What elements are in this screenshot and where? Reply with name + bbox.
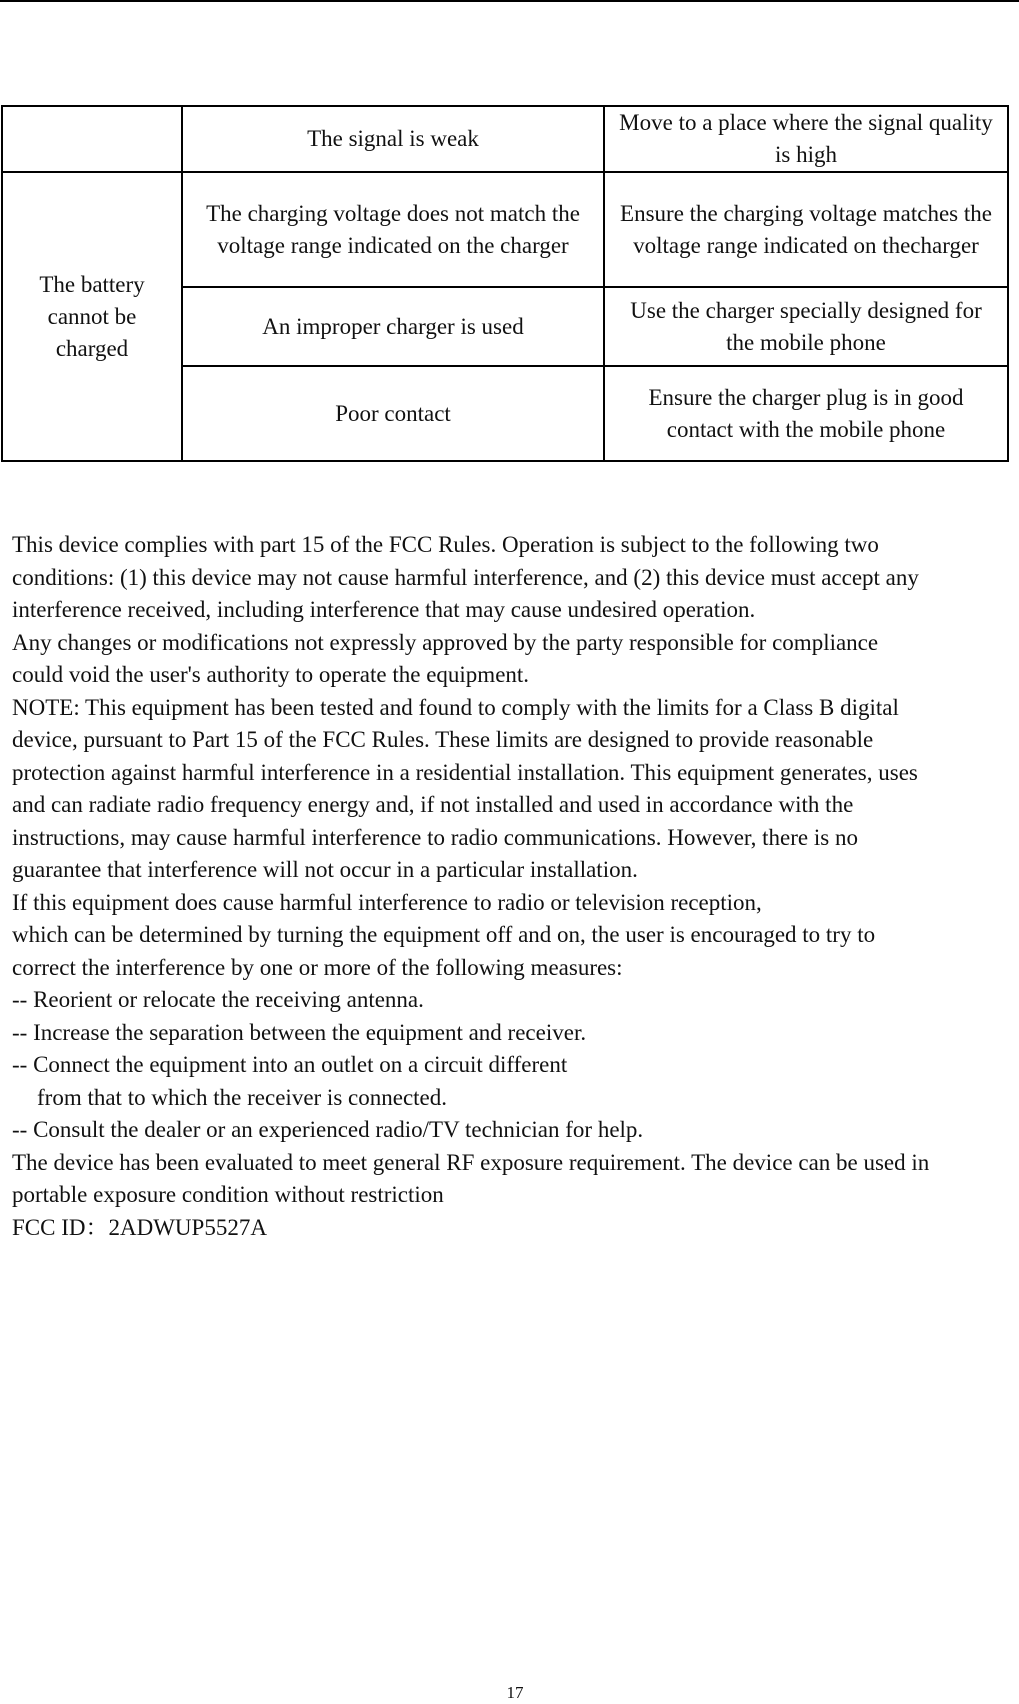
fcc-statement (12, 529, 1017, 1244)
text-line: device, pursuant to Part 15 of the FCC Rules. These limits are designed to provide reasonable (12, 727, 874, 752)
text-line: -- Consult the dealer or an experienced radio/TV technician for help. (12, 1117, 644, 1142)
solution-cell: Ensure the charging voltage matches the voltage range indicated on thecharger (604, 172, 1008, 287)
text-line: correct the interference by one or more of the following measures: (12, 954, 623, 980)
text-line: -- Connect the equipment into an outlet on a circuit different (12, 1052, 568, 1077)
table-row (2, 172, 1008, 287)
text-line: protection against harmful interference in a residential installation. This equipment generates, uses (12, 759, 918, 785)
fcc-id: FCC ID：2ADWUP5527A (12, 1214, 267, 1240)
text-line: Any changes or modifications not expressly approved by the party responsible for compliance (12, 629, 879, 655)
cause-cell: An improper charger is used (182, 287, 604, 366)
troubleshooting-table (1, 105, 1009, 462)
solution-cell: Move to a place where the signal quality is high (604, 106, 1008, 172)
text-line: conditions: (1) this device may not cause harmful interference, and (2) this device must accept any (12, 564, 919, 590)
text-line: NOTE: This equipment has been tested and found to comply with the limits for a Class B digital (12, 694, 899, 720)
solution-cell: Use the charger specially designed for the mobile phone (604, 287, 1008, 366)
cause-cell: The charging voltage does not match the voltage range indicated on the charger (182, 172, 604, 287)
cause-cell: Poor contact (182, 366, 604, 461)
problem-cell (2, 106, 182, 172)
text-line: from that to which the receiver is connected. (37, 1084, 448, 1110)
text-line: which can be determined by turning the equipment off and on, the user is encouraged to try to (12, 922, 876, 947)
text-line: portable exposure condition without restriction (12, 1182, 444, 1207)
solution-cell: Ensure the charger plug is in good contact with the mobile phone (604, 366, 1008, 461)
text-line: The device has been evaluated to meet general RF exposure requirement. The device can be used in (12, 1149, 930, 1175)
text-line: -- Reorient or relocate the receiving antenna. (12, 987, 424, 1012)
text-line: If this equipment does cause harmful interference to radio or television reception, (12, 889, 762, 915)
text-line: and can radiate radio frequency energy and, if not installed and used in accordance with the (12, 792, 854, 817)
text-line: instructions, may cause harmful interference to radio communications. However, there is no (12, 824, 858, 850)
text-line: could void the user's authority to operate the equipment. (12, 662, 530, 687)
text-line: This device complies with part 15 of the FCC Rules. Operation is subject to the following two (12, 532, 879, 557)
table-row (2, 106, 1008, 172)
page-number: 17 (506, 1683, 524, 1702)
text-line: -- Increase the separation between the equipment and receiver. (12, 1019, 587, 1045)
text-line: interference received, including interference that may cause undesired operation. (12, 597, 756, 622)
text-line: guarantee that interference will not occur in a particular installation. (12, 857, 638, 882)
top-rule (0, 0, 1019, 2)
cause-cell: The signal is weak (182, 106, 604, 172)
problem-cell: The battery cannot be charged (2, 172, 182, 461)
